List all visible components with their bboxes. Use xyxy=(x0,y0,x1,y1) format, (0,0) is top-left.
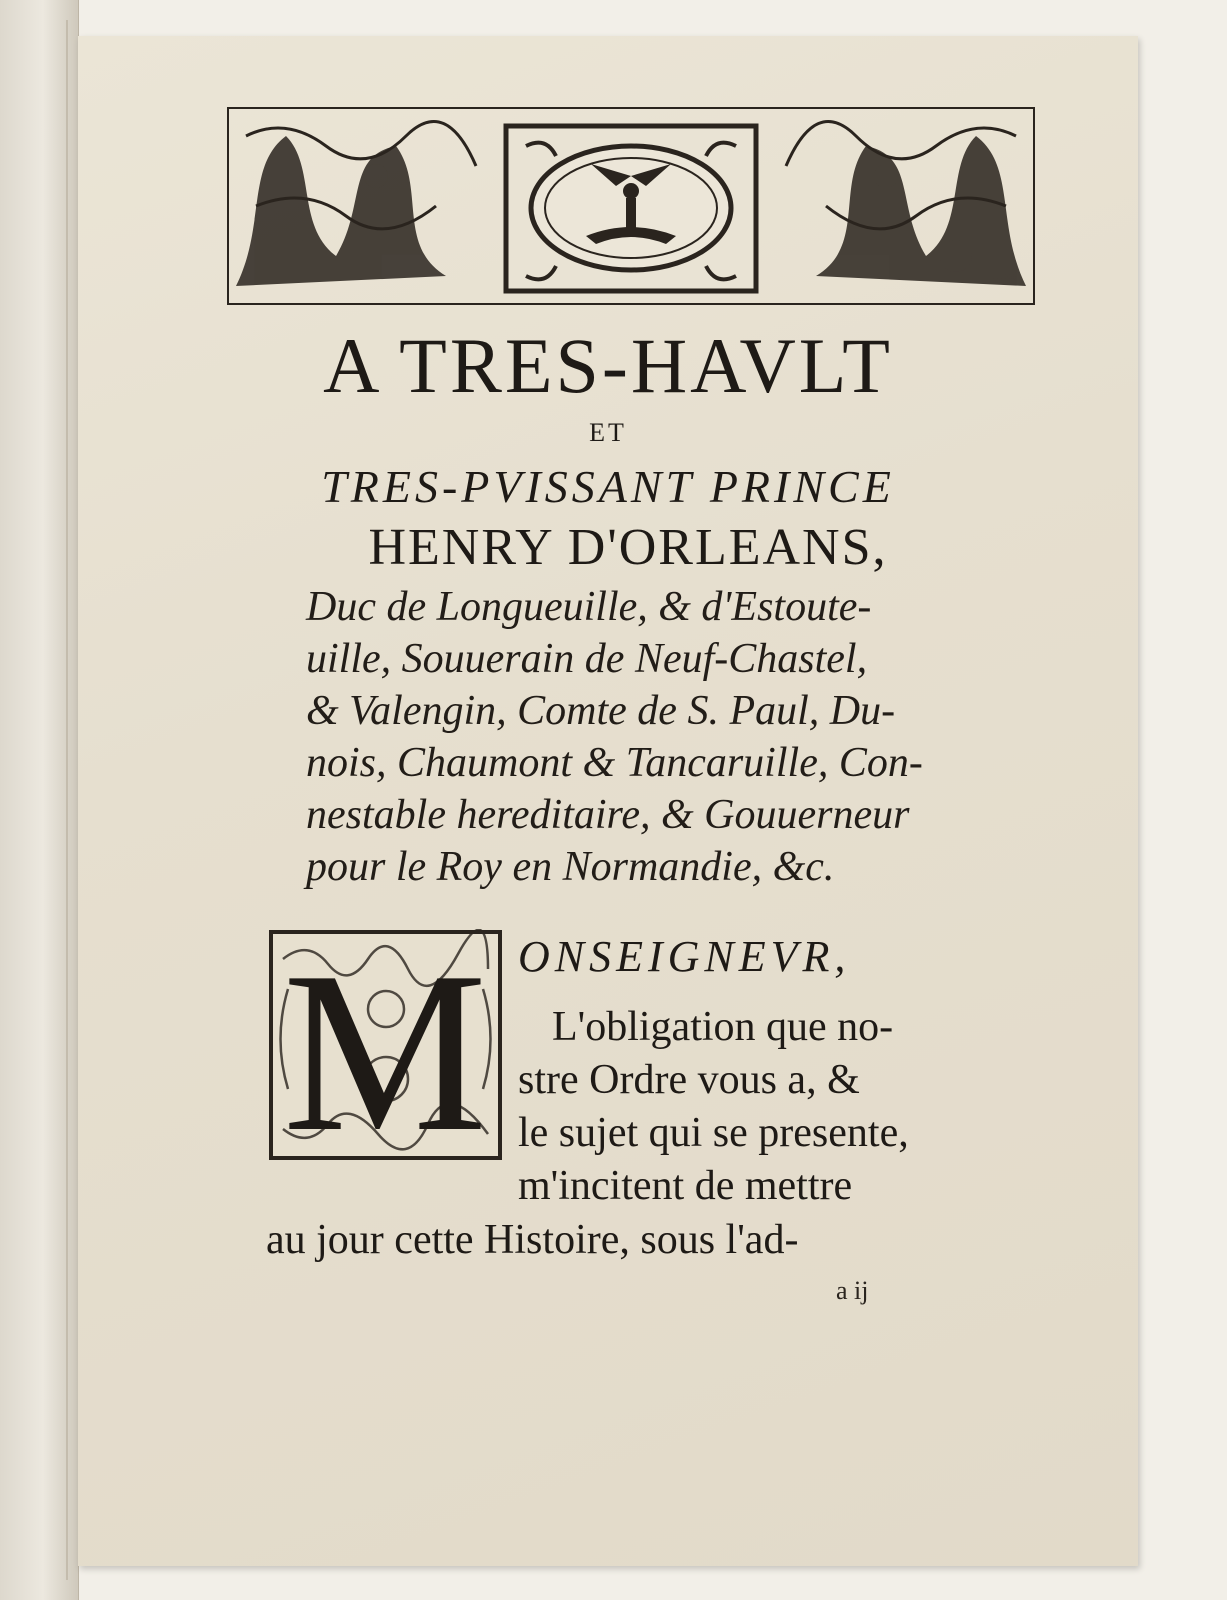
body-text-block xyxy=(518,1001,978,1213)
heading-line-4: HENRY D'ORLEANS, xyxy=(368,519,888,576)
title-line: pour le Roy en Normandie, &c. xyxy=(306,844,835,890)
salutation: ONSEIGNEVR, xyxy=(518,932,851,981)
body-line: stre Ordre vous a, & xyxy=(518,1057,860,1103)
ornamental-dropcap xyxy=(268,929,503,1161)
heading-line-2: ET xyxy=(589,418,627,447)
heading-line-3: TRES-PVISSANT PRINCE xyxy=(321,461,895,512)
title-line: nois, Chaumont & Tancaruille, Con- xyxy=(306,740,923,786)
title-line: Duc de Longueuille, & d'Estoute- xyxy=(306,584,872,630)
ornamental-headpiece xyxy=(226,106,1036,306)
signature-mark: a ij xyxy=(836,1276,869,1305)
dropcap-letter: M xyxy=(282,929,488,1161)
title-line: nestable hereditaire, & Gouuerneur xyxy=(306,792,910,838)
heading-line-1: A TRES-HAVLT xyxy=(323,322,893,409)
title-line: uille, Souuerain de Neuf-Chastel, xyxy=(306,636,868,682)
body-line-full: au jour cette Histoire, sous l'ad- xyxy=(266,1217,799,1263)
body-line: m'incitent de mettre xyxy=(518,1163,853,1209)
title-line: & Valengin, Comte de S. Paul, Du- xyxy=(306,688,896,734)
titles-block xyxy=(306,581,1006,893)
body-line: le sujet qui se presente, xyxy=(518,1110,909,1156)
book-page xyxy=(78,36,1138,1566)
book-spine-edge xyxy=(0,0,79,1600)
body-line: L'obligation que no- xyxy=(552,1004,894,1050)
